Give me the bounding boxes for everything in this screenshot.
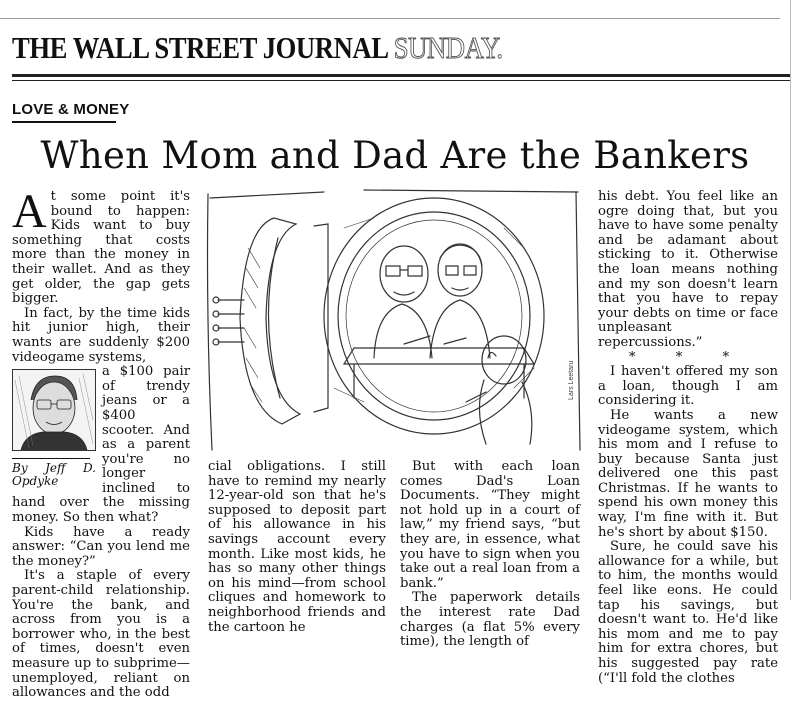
paragraph: But with each loan comes Dad's Loan Documents. “They might not hold up in a court of law,” my friend says, “but they are, in essence, what you have to sign when you take out a real loan from a bank.” [400,459,580,591]
bank-vault-illustration [204,188,584,452]
paragraph: Sure, he could save his allowance for a while, but to him, the months would feel like eons. He could tap his savings, but doesn't want to. He'd like his mom and me to pay him for extra chores, but his suggested pay rate (“I'll fold the clothes [598,539,778,686]
section-break: * * * [628,349,748,365]
author-portrait [12,369,96,451]
paragraph: Kids have a ready answer: “Can you lend me the money?” [12,524,190,569]
paragraph: In fact, by the time kids hit junior high, their wants are suddenly $200 videogame systems, [12,305,190,365]
masthead-edition: SUNDAY. [393,30,503,65]
masthead-rule-thick [12,74,790,77]
article-column-3 [400,460,580,650]
masthead-title [12,30,503,66]
paragraph: He wants a new videogame system, which his mom and I refuse to buy because Santa just delivered one this past Christmas. If he wants to spend his own money this way, I'm fine with it. But he's short by about $150. [598,407,778,540]
paragraph: cial obligations. I still have to remind my nearly 12-year-old son that he's supposed to deposit part of his allowance in his savings account every month. Like most kids, he has so many other things on his mind—from school cliques and homework to neighborhood friends and the cartoon he [208,459,386,635]
masthead-name: THE WALL STREET JOURNAL [12,30,389,65]
adjacent-page-edge [790,0,800,600]
article-column-1 [12,185,190,701]
paragraph: It's a staple of every parent-child relationship. You're the bank, and across from you is a borrower who, in the best of times, doesn't even measure up to subprime—unemployed, reliant on allowances and the odd [12,568,190,701]
article-column-4 [598,190,778,686]
section-label: LOVE & MONEY [12,101,130,118]
paragraph: I haven't offered my son a loan, though I am considering it. [598,364,778,409]
byline-rule [12,458,90,459]
paragraph: t some point it's bound to happen: Kids want to buy something that costs more than the money in their wallet. And as they get older, the gap gets bigger. [12,189,190,307]
masthead-rule-thin [12,80,790,81]
drop-cap: A [12,185,47,238]
illustration-credit: Lars Leetaru [568,360,575,400]
paragraph: a $100 pair of trendy jeans or a $400 scooter. And as a parent you're no longer inclined to hand over the missing money. So then what? [12,364,190,526]
masthead [0,0,800,82]
paragraph: his debt. You feel like an ogre doing that, but you have to have some penalty and be adamant about sticking to it. Otherwise the loan means nothing and my son doesn't learn that you have to repay your debts on time or face unpleasant repercussions.” [598,189,778,350]
author-box [12,369,96,488]
paragraph: The paperwork details the interest rate Dad charges (a flat 5% every time), the length of [400,590,580,650]
byline: By Jeff D. Opdyke [12,460,96,488]
masthead-top-rule [0,18,780,19]
section-underline [12,121,116,123]
headline: When Mom and Dad Are the Bankers [40,134,750,177]
article-column-2 [208,460,386,635]
